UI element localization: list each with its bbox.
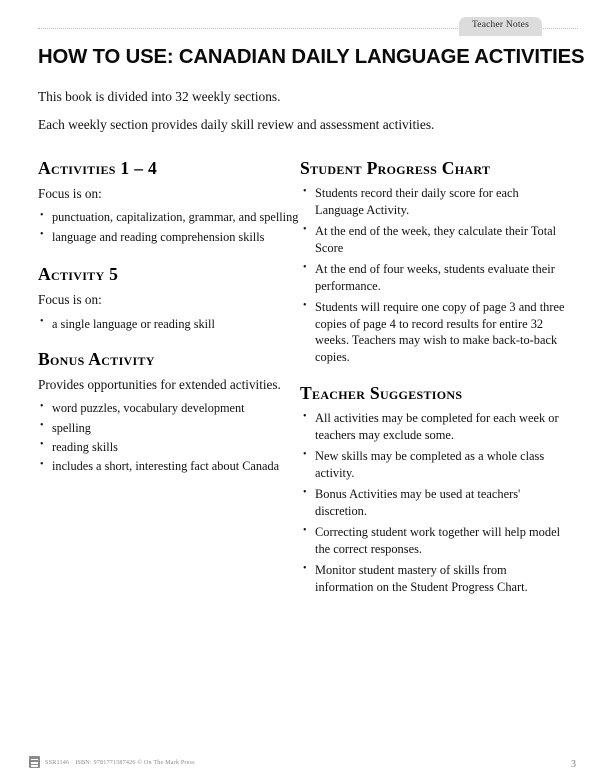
section-student-progress-chart: [300, 158, 566, 365]
list-item: • spelling: [38, 420, 300, 436]
intro-paragraph-2: Each weekly section provides daily skill review and assessment activities.: [38, 117, 435, 133]
intro-paragraph-1: This book is divided into 32 weekly sections.: [38, 89, 281, 104]
section-heading: Activity 5: [38, 263, 119, 284]
section-lead: Focus is on:: [38, 186, 102, 202]
footer-product-code: SSR1146: [45, 758, 70, 766]
section-heading: Teacher Suggestions: [300, 383, 463, 404]
list-item: • word puzzles, vocabulary development: [38, 400, 300, 416]
section-lead: Focus is on:: [38, 292, 102, 308]
list-item: • punctuation, capitalization, grammar, and spelling: [38, 209, 300, 225]
section-heading: Activities 1 – 4: [38, 157, 158, 178]
publisher-logo-icon: [29, 756, 40, 768]
section-tab-label: Teacher Notes: [471, 20, 529, 30]
list-item: • Students record their daily score for each Language Activity.: [300, 185, 566, 218]
list-item: • At the end of four weeks, students evaluate their performance.: [300, 261, 566, 294]
section-activity-5: [38, 264, 300, 332]
section-tab-teacher-notes: [459, 17, 542, 36]
list-item: • reading skills: [38, 439, 300, 455]
header-strip: [38, 17, 578, 39]
bullet-list: [38, 316, 300, 332]
list-item: • Bonus Activities may be used at teachers' discretion.: [300, 486, 566, 519]
bullet-list: [38, 209, 300, 244]
list-item: • a single language or reading skill: [38, 316, 300, 332]
right-column: [300, 158, 566, 613]
two-column-layout: [38, 158, 566, 613]
left-column: [38, 158, 300, 613]
page-content: [38, 46, 585, 613]
list-item: • Monitor student mastery of skills from information on the Student Progress Chart.: [300, 562, 566, 595]
footer-isbn: ISBN: 9781771587426: [75, 758, 136, 766]
bullet-list: [300, 185, 566, 365]
section-heading: Student Progress Chart: [300, 157, 491, 178]
page-footer: [0, 740, 600, 776]
section-teacher-suggestions: [300, 383, 566, 595]
list-item: • Correcting student work together will help model the correct responses.: [300, 524, 566, 557]
list-item: • All activities may be completed for each week or teachers may exclude some.: [300, 410, 566, 443]
section-lead: Provides opportunities for extended activities.: [38, 377, 281, 392]
list-item: • language and reading comprehension skills: [38, 229, 300, 245]
footer-imprint: [29, 756, 195, 768]
list-item: • New skills may be completed as a whole class activity.: [300, 448, 566, 481]
footer-copyright: © On The Mark Press: [137, 758, 195, 766]
footer-text-line: [45, 759, 195, 766]
list-item: • includes a short, interesting fact about Canada: [38, 458, 300, 474]
list-item: • At the end of the week, they calculate their Total Score: [300, 223, 566, 256]
section-activities-1-4: [38, 158, 300, 245]
page-number: 3: [571, 759, 576, 770]
bullet-list: [38, 400, 300, 474]
list-item: • Students will require one copy of page 3 and three copies of page 4 to record results for entire 32 weeks. Teachers may wish to make back-to-back copies.: [300, 299, 566, 365]
page-title: HOW TO USE: CANADIAN DAILY LANGUAGE ACTIVITIES: [38, 46, 585, 68]
bullet-list: [300, 410, 566, 595]
section-heading: Bonus Activity: [38, 348, 155, 369]
section-bonus-activity: [38, 349, 300, 475]
